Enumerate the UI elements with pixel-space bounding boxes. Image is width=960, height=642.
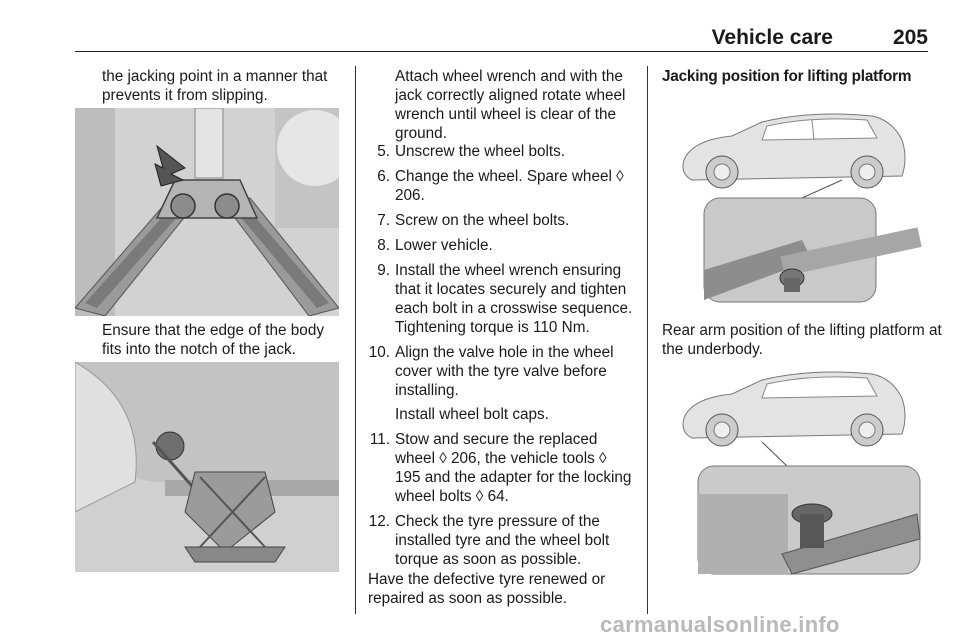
header-rule	[75, 51, 928, 52]
step-item: 6. Change the wheel. Spare wheel ◊ 206.	[377, 168, 624, 204]
page-number: 205	[892, 26, 928, 49]
procedure-steps	[368, 142, 636, 575]
step-item: 9. Install the wheel wrench ensuring that it locates securely and tighten each bolt in a crosswise sequence. Tightening torque is 110 Nm.	[377, 262, 633, 336]
col2-outro: Have the defective tyre renewed or repaired as soon as possible.	[368, 571, 606, 607]
col3-caption: Rear arm position of the lifting platform at the underbody.	[662, 322, 942, 358]
step-item: 12. Check the tyre pressure of the installed tyre and the wheel bolt torque as soon as possible.	[368, 513, 610, 568]
column-divider-2	[647, 66, 648, 614]
step-item: 5. Unscrew the wheel bolts.	[377, 143, 566, 160]
col1-intro: the jacking point in a manner that prevents it from slipping.	[102, 68, 328, 104]
car-front-lift-point-illustration	[662, 100, 925, 306]
lifting-platform-heading: Jacking position for lifting platform	[662, 68, 912, 85]
watermark: carmanualsonline.info	[600, 612, 840, 637]
col1-caption: Ensure that the edge of the body fits into the notch of the jack.	[102, 322, 324, 358]
car-rear-lift-point-illustration	[662, 364, 925, 576]
column-divider-1	[355, 66, 356, 614]
section-title: Vehicle care	[711, 26, 833, 49]
jack-under-sill-illustration	[75, 362, 339, 572]
step-extra-note: Install wheel bolt caps.	[395, 406, 549, 423]
jack-jacking-point-illustration	[75, 108, 339, 316]
step-item: 8. Lower vehicle.	[377, 237, 493, 254]
col2-intro: Attach wheel wrench and with the jack correctly aligned rotate wheel wrench until wheel is clear of the ground.	[395, 68, 626, 142]
step-item: 11. Stow and secure the replaced wheel ◊ 206, the vehicle tools ◊ 195 and the adapter for the locking wheel bolts ◊ 64.	[369, 431, 632, 505]
page-header	[75, 24, 928, 50]
step-item: 10. Align the valve hole in the wheel cover with the tyre valve before installing. Install wheel bolt caps.	[368, 343, 636, 424]
step-item: 7. Screw on the wheel bolts.	[377, 212, 570, 229]
